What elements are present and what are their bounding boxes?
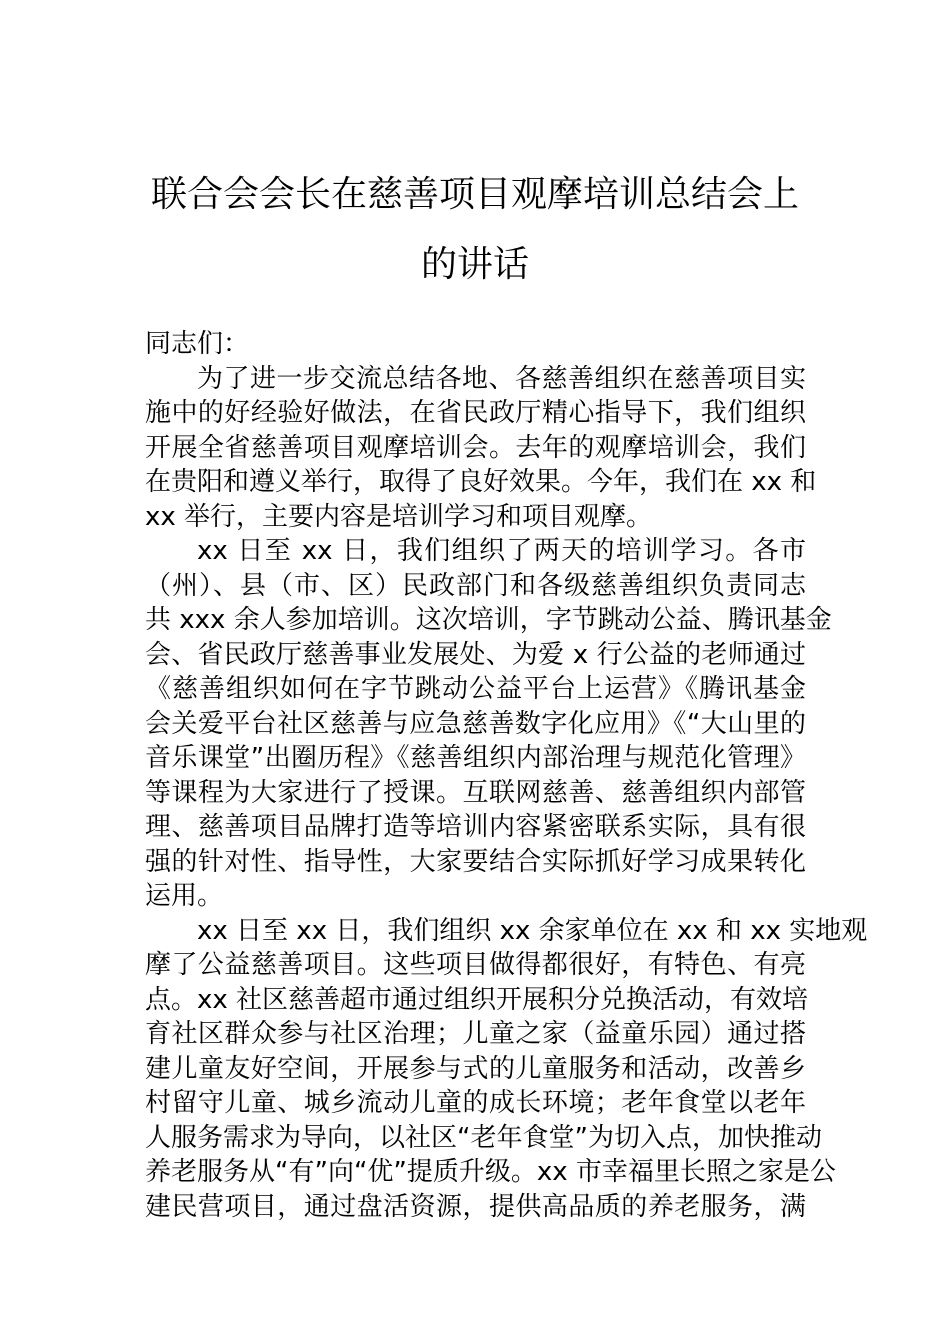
paragraph-2-line: （州）、县（市、区）民政部门和各级慈善组织负责同志 <box>145 570 806 601</box>
document-body <box>145 327 868 1224</box>
paragraph-2-line: 共 xxx 余人参加培训。这次培训，字节跳动公益、腾讯基金 <box>145 605 832 635</box>
paragraph-1-line: xx 举行，主要内容是培训学习和项目观摩。 <box>145 501 653 532</box>
paragraph-3-line: xx 日至 xx 日，我们组织 xx 余家单位在 xx 和 xx 实地观 <box>197 915 868 946</box>
document-title-line-1: 联合会会长在慈善项目观摩培训总结会上 <box>150 174 799 215</box>
paragraph-1-line: 施中的好经验好做法，在省民政厅精心指导下，我们组织 <box>145 398 806 428</box>
paragraph-1-line: 开展全省慈善项目观摩培训会。去年的观摩培训会，我们 <box>145 432 806 463</box>
paragraph-3-line: 人服务需求为导向，以社区“老年食堂”为切入点，加快推动 <box>145 1122 822 1153</box>
paragraph-2-line: 等课程为大家进行了授课。互联网慈善、慈善组织内部管 <box>145 777 806 808</box>
paragraph-2-line: 音乐课堂”出圈历程》《慈善组织内部治理与规范化管理》 <box>145 743 806 773</box>
paragraph-2-line: 会、省民政厅慈善事业发展处、为爱 x 行公益的老师通过 <box>145 639 806 670</box>
paragraph-2-line: 会关爱平台社区慈善与应急慈善数字化应用》《“大山里的 <box>145 708 806 739</box>
paragraph-2-line: xx 日至 xx 日，我们组织了两天的培训学习。各市 <box>197 536 806 566</box>
paragraph-3-line: 建儿童友好空间，开展参与式的儿童服务和活动，改善乡 <box>145 1053 806 1084</box>
salutation: 同志们： <box>145 329 250 359</box>
paragraph-2-line: 理、慈善项目品牌打造等培训内容紧密联系实际，具有很 <box>145 812 806 842</box>
paragraph-3-line: 摩了公益慈善项目。这些项目做得都很好，有特色、有亮 <box>145 950 806 980</box>
document-title-line-2: 的讲话 <box>420 244 529 285</box>
paragraph-3-line: 村留守儿童、城乡流动儿童的成长环境；老年食堂以老年 <box>145 1088 806 1118</box>
paragraph-3-line: 点。xx 社区慈善超市通过组织开展积分兑换活动，有效培 <box>145 984 809 1015</box>
paragraph-3-line: 养老服务从“有”向“优”提质升级。xx 市幸福里长照之家是公 <box>145 1157 836 1187</box>
paragraph-3-line: 育社区群众参与社区治理；儿童之家（益童乐园）通过搭 <box>145 1019 806 1049</box>
paragraph-1-line: 在贵阳和遵义举行，取得了良好效果。今年，我们在 xx 和 <box>145 467 817 497</box>
paragraph-2-line: 运用。 <box>145 881 224 911</box>
paragraph-2-line: 《慈善组织如何在字节跳动公益平台上运营》《腾讯基金 <box>145 674 806 704</box>
paragraph-1-line: 为了进一步交流总结各地、各慈善组织在慈善项目实 <box>197 363 806 394</box>
paragraph-3-line: 建民营项目，通过盘活资源，提供高品质的养老服务，满 <box>145 1191 806 1222</box>
paragraph-2-line: 强的针对性、指导性，大家要结合实际抓好学习成果转化 <box>145 846 806 877</box>
